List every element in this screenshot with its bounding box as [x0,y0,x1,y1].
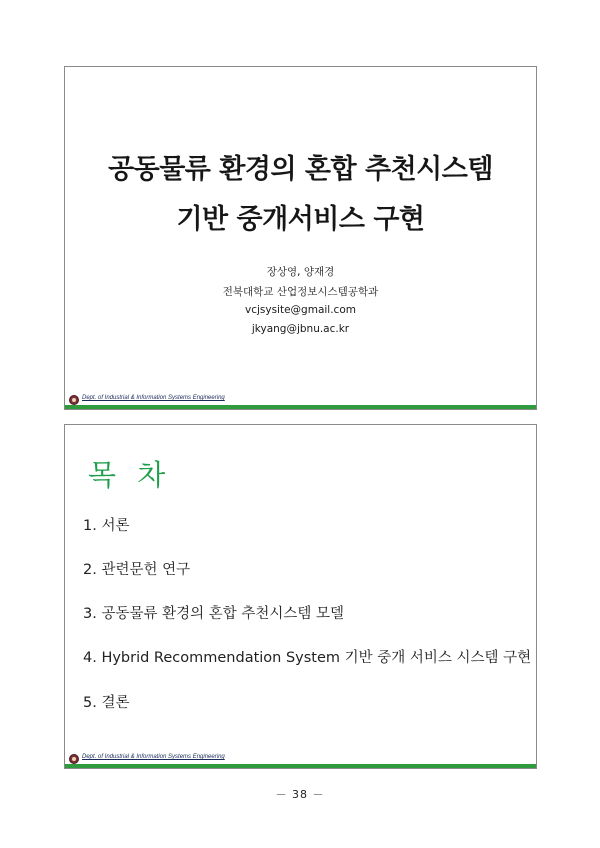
toc-slide [64,424,537,769]
toc-item-3: 3. 공동물류 환경의 혼합 추천시스템 모델 [83,606,344,622]
toc-item-4: 4. Hybrid Recommendation System 기반 중개 서비스 시스템 구현 [83,650,532,666]
university-logo-icon [69,754,79,764]
footer-bar [65,764,536,768]
footer-bar [65,405,536,409]
title-line-1: 공동물류 환경의 혼합 추천시스템 [108,154,493,185]
toc-item-1: 1. 서론 [83,518,130,534]
toc-item-2: 2. 관련문헌 연구 [83,562,191,578]
department-label: Dept. of Industrial & Information Systems Engineering [82,395,225,401]
department-label: Dept. of Industrial & Information Systems Engineering [82,754,225,760]
toc-title: 목 차 [88,458,172,492]
author-affiliation: 전북대학교 산업정보시스템공학과 [222,286,379,298]
university-logo-icon [69,395,79,405]
slide-footer [65,752,536,768]
slide-footer [65,393,536,409]
author-email-2: jkyang@jbnu.ac.kr [251,323,350,335]
author-email-1: vcjsysite@gmail.com [245,304,356,316]
title-slide [64,66,537,410]
title-line-2: 기반 중개서비스 구현 [176,204,425,235]
author-names: 장상영, 양재경 [266,266,335,278]
toc-item-5: 5. 결론 [83,695,130,711]
page-number: － 38 － [275,788,325,801]
